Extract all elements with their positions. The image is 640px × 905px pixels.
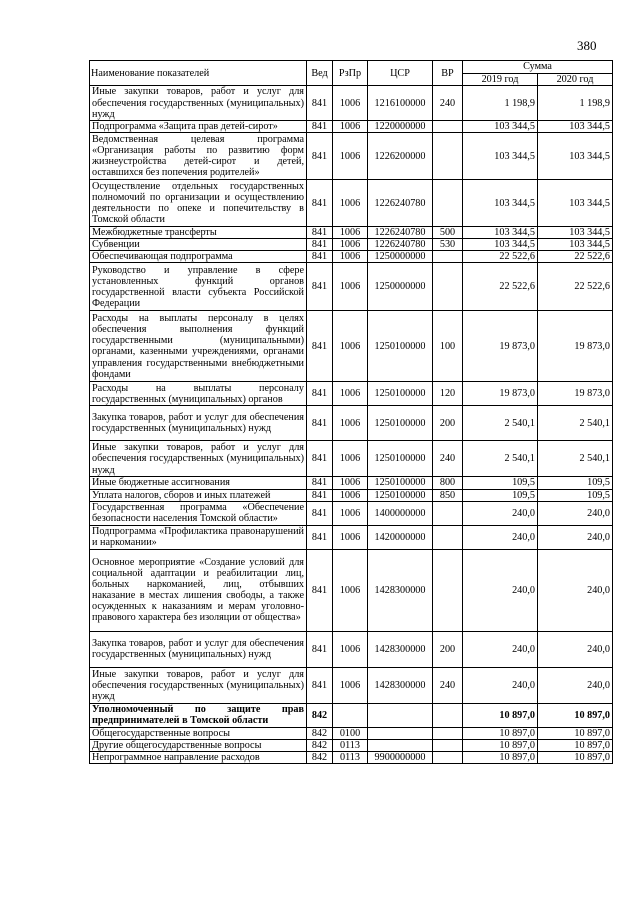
cell-vr	[433, 549, 463, 631]
table-row	[90, 121, 613, 133]
cell-rzpr: 1006	[333, 180, 368, 227]
cell-vr: 240	[433, 667, 463, 703]
cell-y2020: 1 198,9	[538, 86, 613, 121]
cell-y2020: 10 897,0	[538, 739, 613, 751]
cell-y2020: 103 344,5	[538, 133, 613, 180]
cell-ved: 841	[307, 121, 333, 133]
cell-vr: 850	[433, 489, 463, 501]
cell-y2019: 240,0	[463, 525, 538, 549]
table-row	[90, 227, 613, 239]
cell-csr	[368, 727, 433, 739]
cell-ved: 841	[307, 667, 333, 703]
cell-rzpr: 1006	[333, 251, 368, 263]
cell-vr	[433, 525, 463, 549]
table-row	[90, 251, 613, 263]
cell-y2020: 10 897,0	[538, 727, 613, 739]
cell-name: Подпрограмма «Профилактика правонарушений и наркомании»	[90, 525, 307, 549]
cell-vr	[433, 263, 463, 311]
cell-name: Субвенции	[90, 239, 307, 251]
cell-vr: 240	[433, 86, 463, 121]
cell-y2020: 103 344,5	[538, 121, 613, 133]
cell-y2020: 19 873,0	[538, 382, 613, 406]
cell-ved: 841	[307, 477, 333, 489]
cell-vr	[433, 133, 463, 180]
cell-ved: 841	[307, 263, 333, 311]
cell-y2020: 109,5	[538, 489, 613, 501]
header-rzpr: РзПр	[333, 61, 368, 86]
cell-vr	[433, 121, 463, 133]
cell-csr: 1226240780	[368, 227, 433, 239]
cell-csr: 1250100000	[368, 406, 433, 441]
cell-csr: 1220000000	[368, 121, 433, 133]
cell-y2020: 103 344,5	[538, 227, 613, 239]
cell-csr: 1250100000	[368, 489, 433, 501]
cell-rzpr: 1006	[333, 667, 368, 703]
cell-name: Общегосударственные вопросы	[90, 727, 307, 739]
cell-name: Руководство и управление в сфере установленных функций органов государственной власти субъекта Российской Федерации	[90, 263, 307, 311]
cell-y2019: 103 344,5	[463, 121, 538, 133]
cell-y2019: 240,0	[463, 549, 538, 631]
cell-y2019: 109,5	[463, 477, 538, 489]
budget-table	[89, 60, 613, 764]
cell-vr	[433, 727, 463, 739]
cell-y2019: 103 344,5	[463, 180, 538, 227]
cell-rzpr	[333, 703, 368, 727]
cell-vr: 120	[433, 382, 463, 406]
cell-csr: 1400000000	[368, 501, 433, 525]
cell-name: Государственная программа «Обеспечение безопасности населения Томской области»	[90, 501, 307, 525]
cell-name: Непрограммное направление расходов	[90, 751, 307, 763]
cell-ved: 841	[307, 180, 333, 227]
cell-csr: 1250100000	[368, 441, 433, 477]
cell-ved: 841	[307, 311, 333, 382]
cell-name: Иные бюджетные ассигнования	[90, 477, 307, 489]
cell-ved: 841	[307, 489, 333, 501]
cell-name: Расходы на выплаты персоналу в целях обеспечения выполнения функций государственными (муниципальными) органами, казенными учреждениями, органами управления государственными внебюджетными фондами	[90, 311, 307, 382]
cell-ved: 841	[307, 227, 333, 239]
cell-y2020: 22 522,6	[538, 251, 613, 263]
table-row	[90, 180, 613, 227]
cell-rzpr: 1006	[333, 549, 368, 631]
cell-y2020: 10 897,0	[538, 751, 613, 763]
cell-ved: 842	[307, 739, 333, 751]
cell-rzpr: 1006	[333, 311, 368, 382]
cell-y2020: 109,5	[538, 477, 613, 489]
cell-vr	[433, 703, 463, 727]
table-row	[90, 525, 613, 549]
cell-y2019: 109,5	[463, 489, 538, 501]
cell-ved: 841	[307, 251, 333, 263]
cell-y2019: 22 522,6	[463, 263, 538, 311]
cell-y2019: 10 897,0	[463, 703, 538, 727]
cell-ved: 841	[307, 406, 333, 441]
cell-csr: 1420000000	[368, 525, 433, 549]
cell-csr	[368, 703, 433, 727]
cell-y2020: 240,0	[538, 549, 613, 631]
cell-y2019: 240,0	[463, 501, 538, 525]
cell-rzpr: 1006	[333, 263, 368, 311]
cell-rzpr: 0113	[333, 739, 368, 751]
cell-csr: 1226240780	[368, 239, 433, 251]
cell-vr: 530	[433, 239, 463, 251]
cell-rzpr: 1006	[333, 501, 368, 525]
table-row	[90, 263, 613, 311]
cell-y2019: 10 897,0	[463, 751, 538, 763]
cell-rzpr: 1006	[333, 121, 368, 133]
cell-vr	[433, 501, 463, 525]
table-row	[90, 501, 613, 525]
cell-y2020: 103 344,5	[538, 180, 613, 227]
table-body	[90, 86, 613, 764]
cell-y2020: 19 873,0	[538, 311, 613, 382]
cell-y2020: 103 344,5	[538, 239, 613, 251]
cell-y2019: 19 873,0	[463, 311, 538, 382]
cell-ved: 841	[307, 631, 333, 667]
cell-ved: 841	[307, 441, 333, 477]
cell-csr: 1428300000	[368, 667, 433, 703]
cell-name: Закупка товаров, работ и услуг для обеспечения государственных (муниципальных) нужд	[90, 406, 307, 441]
cell-csr: 9900000000	[368, 751, 433, 763]
cell-y2020: 240,0	[538, 501, 613, 525]
cell-csr	[368, 739, 433, 751]
cell-rzpr: 1006	[333, 441, 368, 477]
cell-y2019: 240,0	[463, 631, 538, 667]
cell-y2019: 22 522,6	[463, 251, 538, 263]
table-row	[90, 739, 613, 751]
table-row	[90, 631, 613, 667]
table-row	[90, 133, 613, 180]
cell-rzpr: 1006	[333, 239, 368, 251]
cell-ved: 842	[307, 703, 333, 727]
cell-vr: 200	[433, 631, 463, 667]
cell-y2019: 103 344,5	[463, 227, 538, 239]
cell-ved: 841	[307, 133, 333, 180]
cell-rzpr: 1006	[333, 477, 368, 489]
cell-name: Осуществление отдельных государственных полномочий по организации и осуществлению деятельности по опеке и попечительству в Томской области	[90, 180, 307, 227]
cell-rzpr: 1006	[333, 525, 368, 549]
cell-name: Обеспечивающая подпрограмма	[90, 251, 307, 263]
cell-name: Ведомственная целевая программа «Организация работы по развитию форм жизнеустройства детей-сирот и детей, оставшихся без попечения родителей»	[90, 133, 307, 180]
table-row	[90, 406, 613, 441]
cell-vr: 200	[433, 406, 463, 441]
table-row	[90, 239, 613, 251]
header-2019: 2019 год	[463, 74, 538, 86]
cell-name: Подпрограмма «Защита прав детей-сирот»	[90, 121, 307, 133]
cell-y2020: 240,0	[538, 525, 613, 549]
cell-y2019: 10 897,0	[463, 739, 538, 751]
cell-csr: 1428300000	[368, 631, 433, 667]
cell-csr: 1250100000	[368, 311, 433, 382]
cell-csr: 1250100000	[368, 477, 433, 489]
cell-name: Уплата налогов, сборов и иных платежей	[90, 489, 307, 501]
cell-name: Другие общегосударственные вопросы	[90, 739, 307, 751]
cell-rzpr: 1006	[333, 631, 368, 667]
table-row	[90, 311, 613, 382]
cell-vr	[433, 739, 463, 751]
cell-ved: 841	[307, 239, 333, 251]
cell-y2019: 103 344,5	[463, 133, 538, 180]
cell-rzpr: 1006	[333, 382, 368, 406]
cell-name: Уполномоченный по защите прав предпринимателей в Томской области	[90, 703, 307, 727]
cell-name: Закупка товаров, работ и услуг для обеспечения государственных (муниципальных) нужд	[90, 631, 307, 667]
cell-name: Иные закупки товаров, работ и услуг для обеспечения государственных (муниципальных) нужд	[90, 441, 307, 477]
cell-y2019: 240,0	[463, 667, 538, 703]
cell-rzpr: 1006	[333, 489, 368, 501]
page-number: 380	[577, 38, 597, 53]
cell-ved: 842	[307, 751, 333, 763]
header-vr: ВР	[433, 61, 463, 86]
header-ved: Вед	[307, 61, 333, 86]
cell-csr: 1250100000	[368, 382, 433, 406]
cell-rzpr: 1006	[333, 133, 368, 180]
cell-y2020: 22 522,6	[538, 263, 613, 311]
cell-y2020: 10 897,0	[538, 703, 613, 727]
cell-csr: 1226240780	[368, 180, 433, 227]
table-row	[90, 489, 613, 501]
cell-csr: 1226200000	[368, 133, 433, 180]
cell-y2019: 1 198,9	[463, 86, 538, 121]
header-2020: 2020 год	[538, 74, 613, 86]
cell-name: Иные закупки товаров, работ и услуг для обеспечения государственных (муниципальных) нужд	[90, 667, 307, 703]
cell-ved: 841	[307, 549, 333, 631]
cell-name: Иные закупки товаров, работ и услуг для обеспечения государственных (муниципальных) нужд	[90, 86, 307, 121]
table-row	[90, 382, 613, 406]
cell-csr: 1250000000	[368, 251, 433, 263]
cell-y2020: 240,0	[538, 631, 613, 667]
cell-y2020: 240,0	[538, 667, 613, 703]
table-row	[90, 751, 613, 763]
cell-csr: 1428300000	[368, 549, 433, 631]
table-row	[90, 703, 613, 727]
table-row	[90, 86, 613, 121]
cell-csr: 1216100000	[368, 86, 433, 121]
cell-ved: 841	[307, 525, 333, 549]
cell-vr	[433, 180, 463, 227]
header-row	[90, 61, 613, 74]
cell-rzpr: 1006	[333, 406, 368, 441]
table-row	[90, 667, 613, 703]
table-row	[90, 477, 613, 489]
cell-ved: 841	[307, 86, 333, 121]
table-row	[90, 727, 613, 739]
cell-vr	[433, 251, 463, 263]
cell-rzpr: 1006	[333, 86, 368, 121]
cell-ved: 841	[307, 501, 333, 525]
cell-vr	[433, 751, 463, 763]
cell-vr: 100	[433, 311, 463, 382]
cell-rzpr: 0113	[333, 751, 368, 763]
header-name: Наименование показателей	[90, 61, 307, 86]
cell-y2019: 10 897,0	[463, 727, 538, 739]
cell-rzpr: 0100	[333, 727, 368, 739]
cell-name: Межбюджетные трансферты	[90, 227, 307, 239]
cell-y2019: 19 873,0	[463, 382, 538, 406]
cell-ved: 842	[307, 727, 333, 739]
cell-name: Основное мероприятие «Создание условий для социальной адаптации и реабилитации лиц, больных наркоманией, лиц, отбывших наказание в местах лишения свободы, а также осужденных к наказаниям и мерам уголовно-правового характера без изоляции от общества»	[90, 549, 307, 631]
table-row	[90, 441, 613, 477]
cell-csr: 1250000000	[368, 263, 433, 311]
cell-y2020: 2 540,1	[538, 406, 613, 441]
cell-name: Расходы на выплаты персоналу государственных (муниципальных) органов	[90, 382, 307, 406]
cell-vr: 240	[433, 441, 463, 477]
table-row	[90, 549, 613, 631]
cell-y2019: 2 540,1	[463, 406, 538, 441]
cell-y2019: 103 344,5	[463, 239, 538, 251]
cell-vr: 800	[433, 477, 463, 489]
header-sum: Сумма	[463, 61, 613, 74]
header-csr: ЦСР	[368, 61, 433, 86]
cell-y2019: 2 540,1	[463, 441, 538, 477]
cell-y2020: 2 540,1	[538, 441, 613, 477]
cell-ved: 841	[307, 382, 333, 406]
cell-vr: 500	[433, 227, 463, 239]
cell-rzpr: 1006	[333, 227, 368, 239]
